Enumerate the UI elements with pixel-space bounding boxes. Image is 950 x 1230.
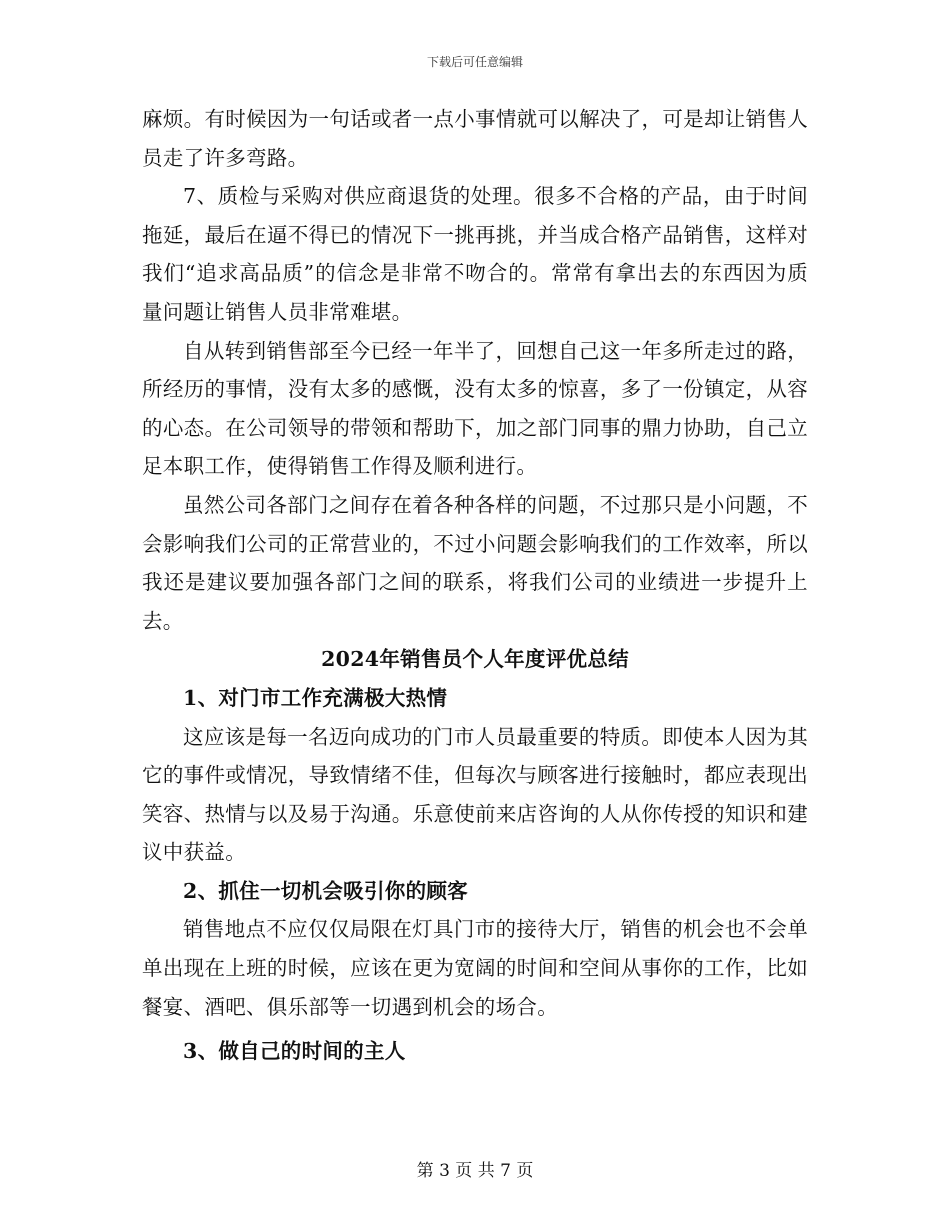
- page-header: 下载后可任意编辑: [426, 55, 523, 69]
- sub-heading-3: 3、做自己的时间的主人: [183, 1039, 406, 1064]
- sub-heading-2: 2、抓住一切机会吸引你的顾客: [183, 878, 468, 903]
- paragraph-5: 这应该是每一名迈向成功的门市人员最重要的特质。即使本人因为其它的事件或情况，导致情绪不佳，但每次与顾客进行接触时，都应表现出笑容、热情与以及易于沟通。乐意使前来店咨询的人从你传授的知识和建议中获益。: [142, 724, 808, 865]
- sub-heading-1: 1、对门市工作充满极大热情: [183, 685, 448, 710]
- page-number: 第 3 页 共 7 页: [416, 1161, 534, 1181]
- paragraph-1: 麻烦。有时候因为一句话或者一点小事情就可以解决了，可是却让销售人员走了许多弯路。: [142, 107, 808, 170]
- document-body: [142, 100, 808, 1071]
- paragraph-2: 7、质检与采购对供应商退货的处理。很多不合格的产品，由于时间拖延，最后在逼不得已的情况下一挑再挑，并当成合格产品销售，这样对我们“追求高品质”的信念是非常不吻合的。常常有拿出去的东西因为质量问题让销售人员非常难堪。: [142, 184, 808, 324]
- paragraph-3: 自从转到销售部至今已经一年半了，回想自己这一年多所走过的路，所经历的事情，没有太多的感慨，没有太多的惊喜，多了一份镇定，从容的心态。在公司领导的带领和帮助下，加之部门同事的鼎力协助，自己立足本职工作，使得销售工作得及顺利进行。: [142, 338, 808, 479]
- paragraph-4: 虽然公司各部门之间存在着各种各样的问题，不过那只是小问题，不会影响我们公司的正常营业的，不过小问题会影响我们的工作效率，所以我还是建议要加强各部门之间的联系，将我们公司的业绩进一步提升上去。: [142, 492, 808, 633]
- paragraph-6: 销售地点不应仅仅局限在灯具门市的接待大厅，销售的机会也不会单单出现在上班的时候，应该在更为宽阔的时间和空间从事你的工作，比如餐宴、酒吧、俱乐部等一切遇到机会的场合。: [142, 917, 808, 1019]
- section-title: 2024年销售员个人年度评优总结: [321, 647, 629, 672]
